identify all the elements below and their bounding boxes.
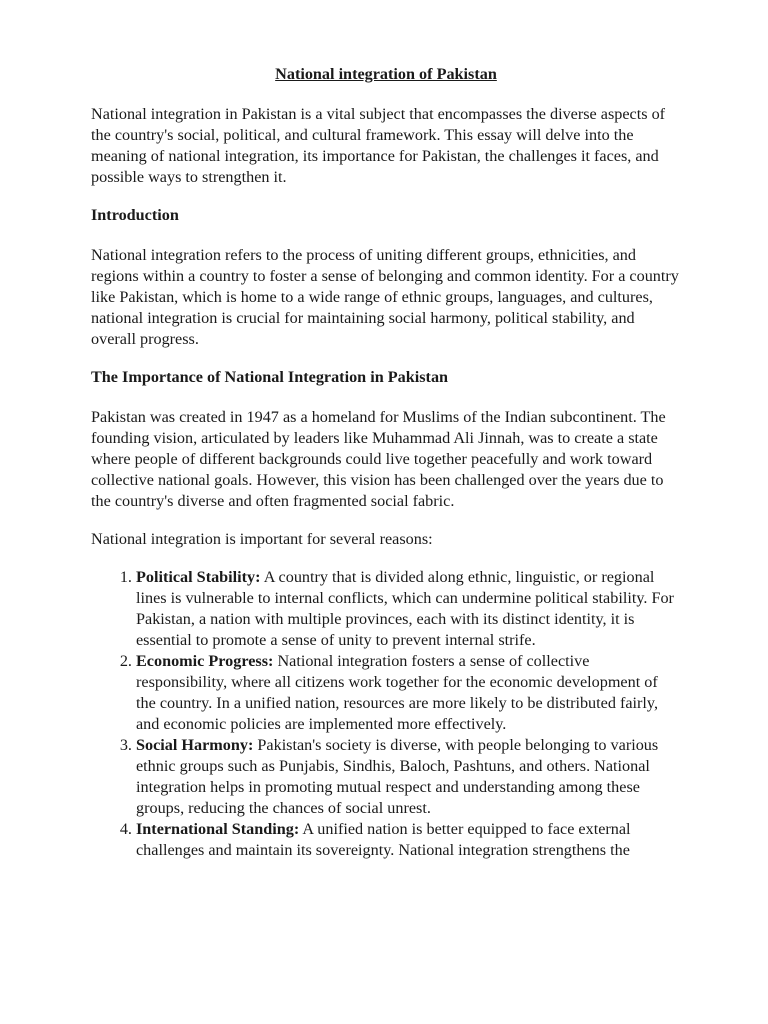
reason-text: Pakistan's society is diverse, with people belonging to various ethnic groups such as Punjabis, Sindhis, Baloch, Pashtuns, and others. National integration helps in promoting mutual respect and understanding among these groups, reducing the chances of social unrest. xyxy=(136,736,659,817)
section-heading-introduction: Introduction xyxy=(91,206,179,224)
reason-text: A country that is divided along ethnic, linguistic, or regional lines is vulnerable to internal conflicts, which can undermine political stability. For Pakistan, a nation with multiple provinces, each with its distinct identity, it is essential to promote a sense of unity to prevent internal strife. xyxy=(136,568,674,649)
reason-label: Political Stability: xyxy=(136,568,261,586)
section-heading-importance: The Importance of National Integration in Pakistan xyxy=(91,368,449,386)
intro-paragraph: National integration in Pakistan is a vital subject that encompasses the diverse aspects of the country's social, political, and cultural framework. This essay will delve into the meaning of national integration, its importance for Pakistan, the challenges it faces, and possible ways to strengthen it. xyxy=(91,105,666,186)
reasons-lead-in: National integration is important for several reasons: xyxy=(91,530,433,548)
importance-paragraph: Pakistan was created in 1947 as a homeland for Muslims of the Indian subcontinent. The founding vision, articulated by leaders like Muhammad Ali Jinnah, was to create a state where people of different backgrounds could live together peacefully and work toward collective national goals. However, this vision has been challenged over the years due to the country's diverse and often fragmented social fabric. xyxy=(91,408,666,510)
document-page xyxy=(91,64,681,861)
list-item xyxy=(136,735,681,819)
list-item xyxy=(136,819,681,861)
reason-label: Social Harmony: xyxy=(136,736,254,754)
reason-text: A unified nation is better equipped to face external challenges and maintain its sovereignty. National integration strengthens the xyxy=(136,820,631,859)
introduction-paragraph: National integration refers to the process of uniting different groups, ethnicities, and regions within a country to foster a sense of belonging and common identity. For a country like Pakistan, which is home to a wide range of ethnic groups, languages, and cultures, national integration is crucial for maintaining social harmony, political stability, and overall progress. xyxy=(91,246,679,348)
reason-label: Economic Progress: xyxy=(136,652,274,670)
reason-label: International Standing: xyxy=(136,820,300,838)
reason-text: National integration fosters a sense of collective responsibility, where all citizens work together for the economic development of the country. In a unified nation, resources are more likely to be distributed fairly, and economic policies are implemented more effectively. xyxy=(136,652,659,733)
list-item xyxy=(136,651,681,735)
list-item xyxy=(136,567,681,651)
reasons-list xyxy=(91,567,681,861)
document-title: National integration of Pakistan xyxy=(275,65,497,83)
